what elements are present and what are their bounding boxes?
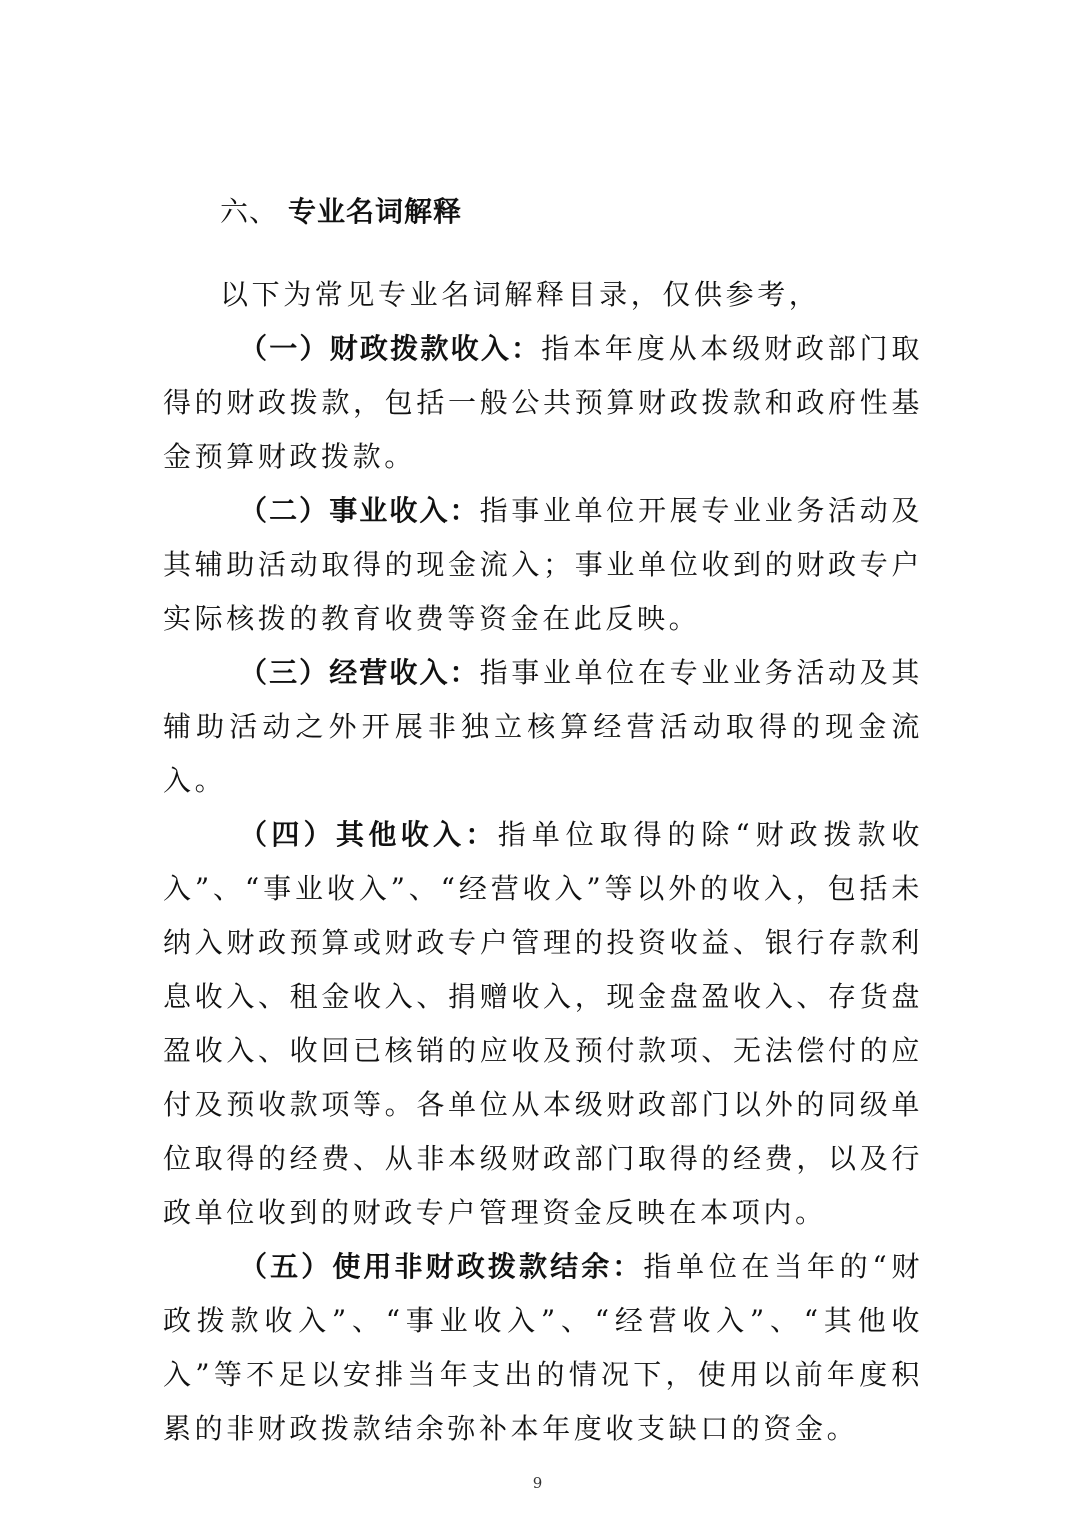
page-number: 9 — [532, 1474, 543, 1492]
term-definition: 指事业单位在专业业务活动及其辅助活动之外开展非独立核算经营活动取得的现金流入。 — [163, 656, 923, 797]
term-definition: 指本年度从本级财政部门取得的财政拨款，包括一般公共预算财政拨款和政府性基金预算财政拨款。 — [163, 332, 923, 473]
term-label: （一）财政拨款收入： — [239, 332, 542, 365]
definition-paragraph-1 — [163, 322, 923, 484]
definition-paragraph-3 — [163, 646, 923, 808]
intro-paragraph: 以下为常见专业名词解释目录，仅供参考， — [220, 278, 821, 311]
definition-paragraph-5 — [163, 1240, 923, 1456]
term-label: （五）使用非财政拨款结余： — [239, 1250, 644, 1283]
term-label: （四）其他收入： — [239, 818, 498, 851]
term-definition: 指单位在当年的“财政拨款收入”、“事业收入”、“经营收入”、“其他收入”等不足以安排当年支出的情况下，使用以前年度积累的非财政拨款结余弥补本年度收支缺口的资金。 — [163, 1250, 923, 1445]
term-label: （二）事业收入： — [239, 494, 480, 527]
term-definition: 指事业单位开展专业业务活动及其辅助活动取得的现金流入；事业单位收到的财政专户实际核拨的教育收费等资金在此反映。 — [163, 494, 923, 635]
section-heading — [220, 190, 462, 230]
definition-paragraph-2 — [163, 484, 923, 646]
document-body — [163, 268, 923, 1456]
section-title: 专业名词解释 — [288, 195, 463, 228]
definition-paragraph-4 — [163, 808, 923, 1240]
section-number: 六、 — [220, 195, 279, 228]
term-label: （三）经营收入： — [239, 656, 480, 689]
term-definition: 指单位取得的除“财政拨款收入”、“事业收入”、“经营收入”等以外的收入，包括未纳入财政预算或财政专户管理的投资收益、银行存款利息收入、租金收入、捐赠收入，现金盘盈收入、存货盘盈收入、收回已核销的应收及预付款项、无法偿付的应付及预收款项等。各单位从本级财政部门以外的同级单位取得的经费、从非本级财政部门取得的经费，以及行政单位收到的财政专户管理资金反映在本项内。 — [163, 818, 923, 1229]
